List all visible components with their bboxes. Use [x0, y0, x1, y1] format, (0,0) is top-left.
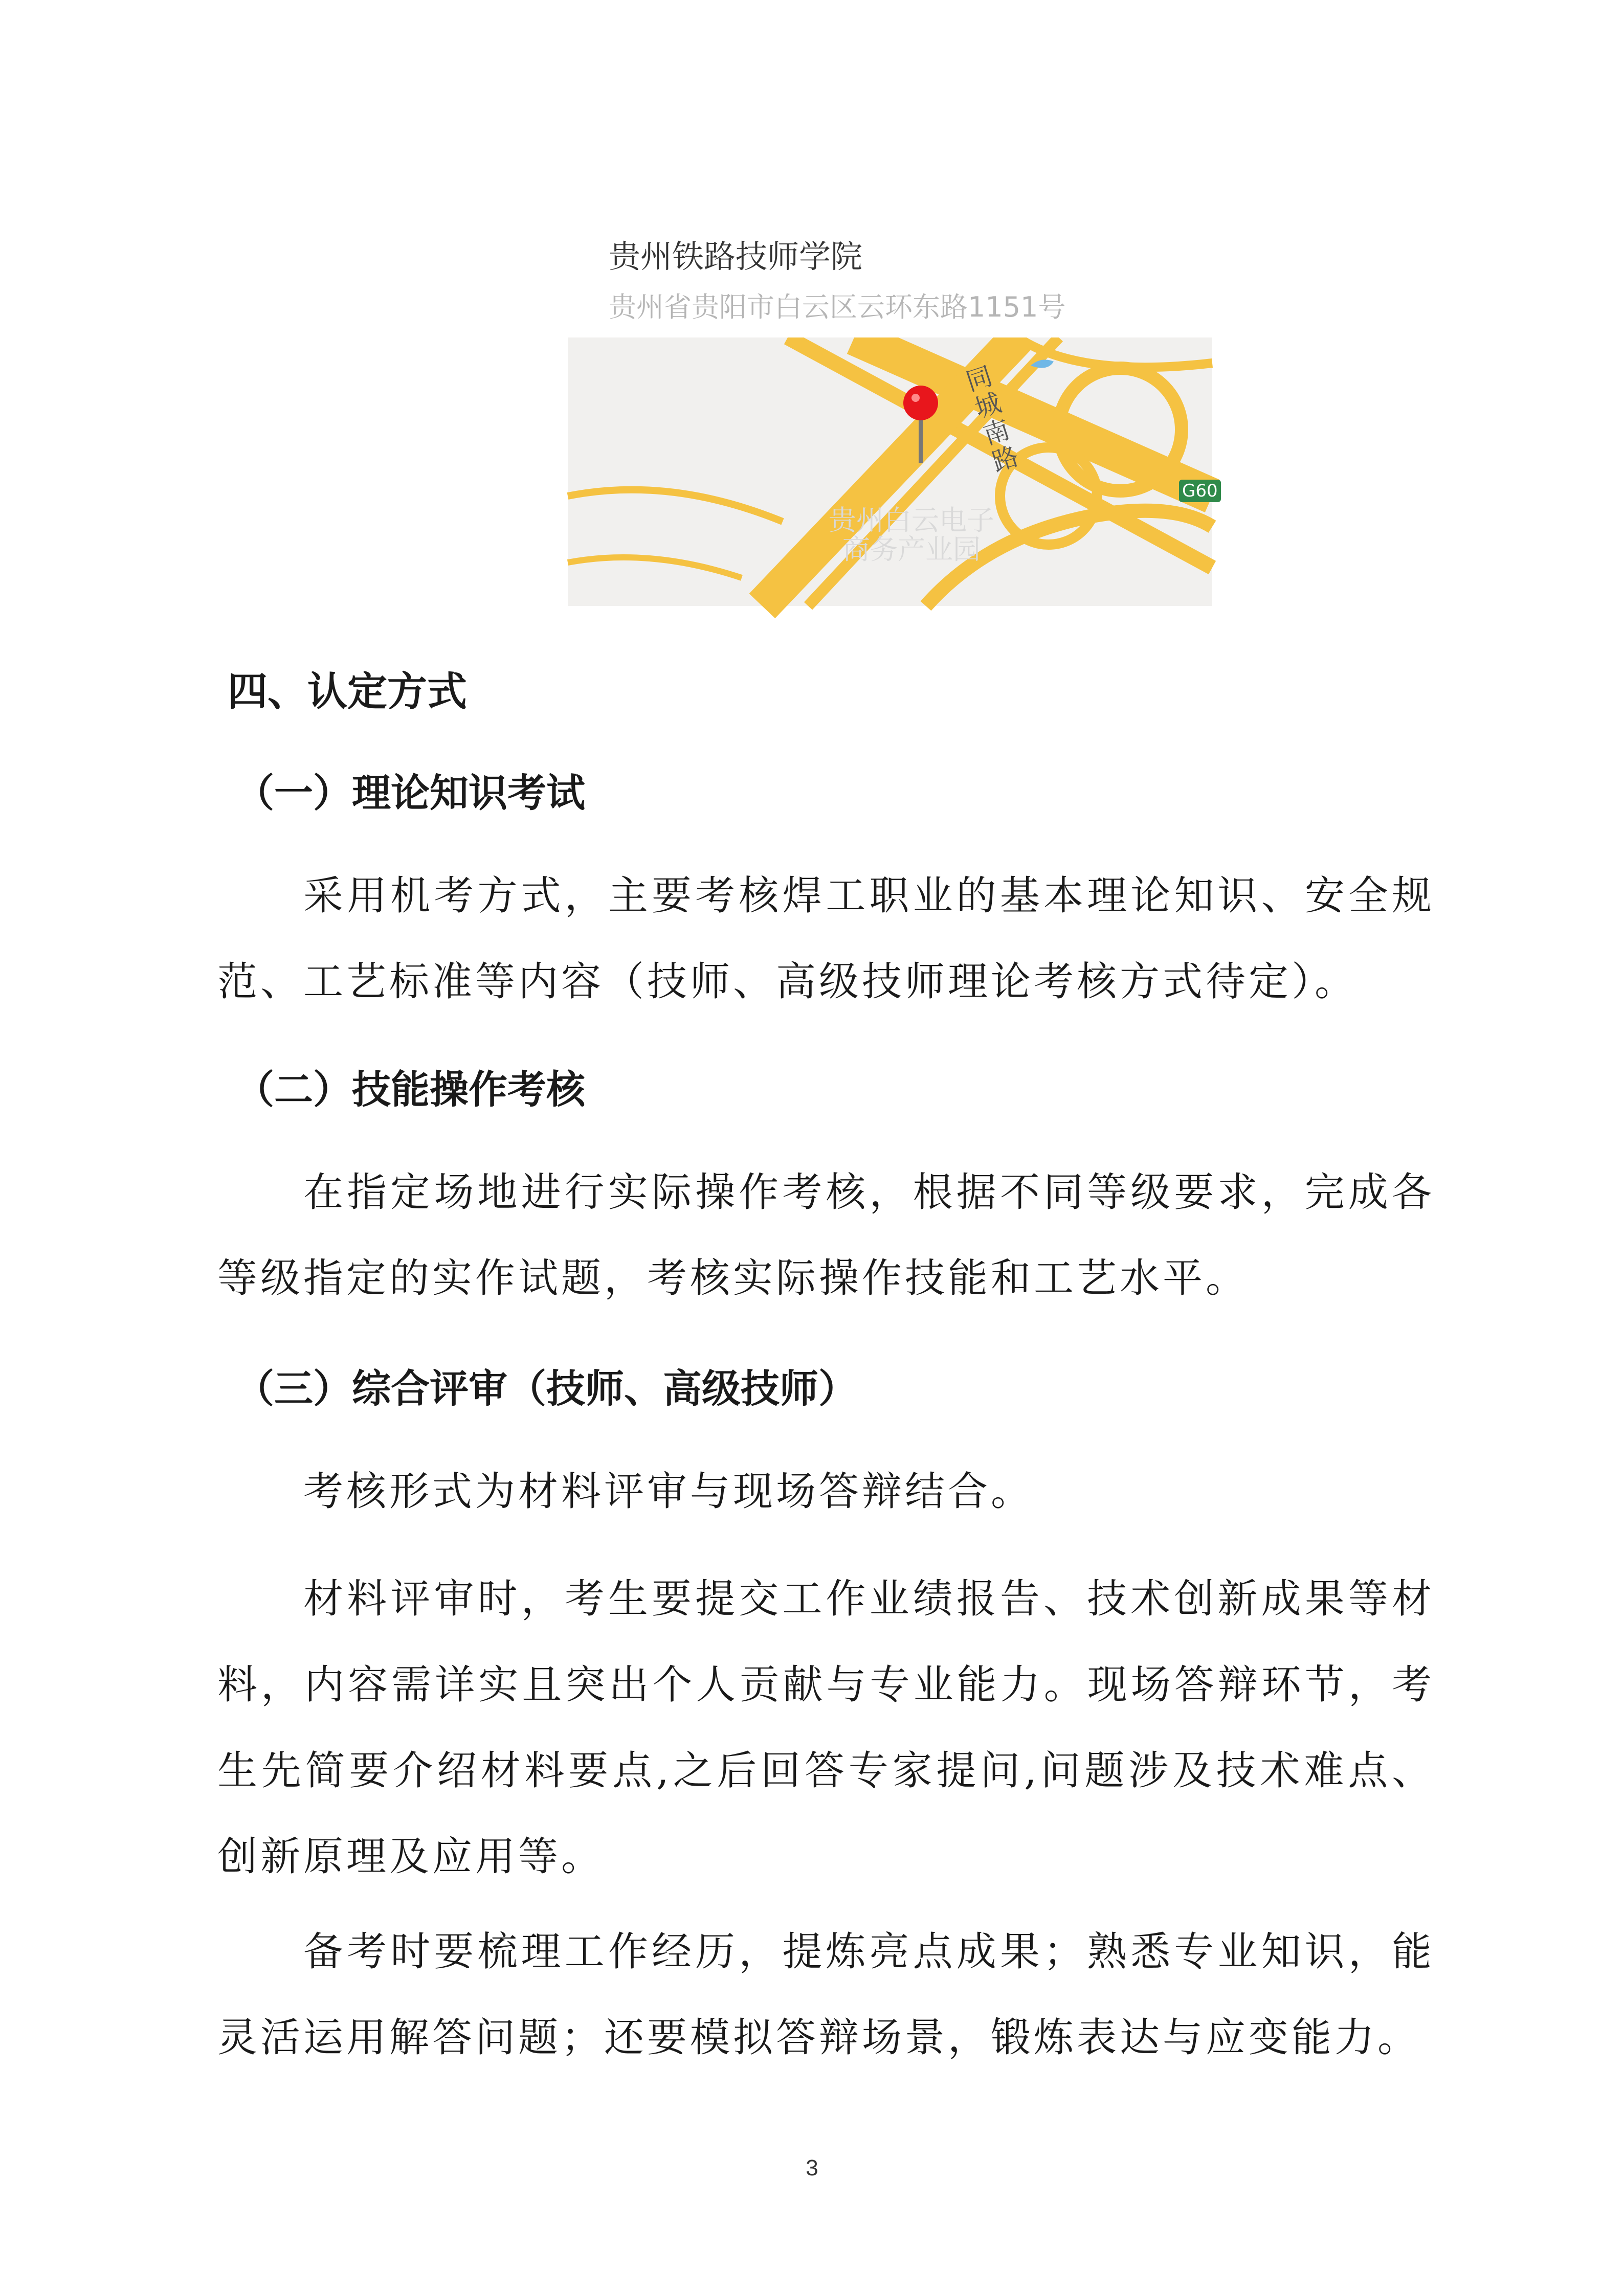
paragraph: 考核形式为材料评审与现场答辩结合。 [303, 1469, 1034, 1515]
map-place-name: 贵州铁路技师学院 [609, 238, 863, 275]
map-road-label: 同城南路 [962, 361, 1022, 478]
map-park-label-line1: 贵州白云电子 [829, 504, 994, 536]
map-info-card [568, 210, 1212, 337]
paragraph: 在指定场地进行实际操作考核，根据不同等级要求，完成各等级指定的实作试题，考核实际操作技能和工艺水平。 [217, 1169, 1435, 1301]
map-park-label [829, 506, 994, 564]
subsection-title-2: （二）技能操作考核 [235, 1067, 585, 1112]
subsection-title-3: （三）综合评审（技师、高级技师） [235, 1366, 857, 1411]
section-title: 四、认定方式 [228, 669, 468, 715]
page-number: 3 [806, 2155, 818, 2180]
paragraph: 采用机考方式，主要考核焊工职业的基本理论知识、安全规范、工艺标准等内容（技师、高级技师理论考核方式待定）。 [217, 873, 1435, 1005]
subsection-title-1: （一）理论知识考试 [235, 770, 585, 816]
map-place-address: 贵州省贵阳市白云区云环东路1151号 [609, 291, 1066, 323]
paragraph: 材料评审时，考生要提交工作业绩报告、技术创新成果等材料，内容需详实且突出个人贡献与专业能力。现场答辩环节，考生先简要介绍材料要点,之后回答专家提问,问题涉及技术难点、创新原理及应用等。 [217, 1576, 1435, 1880]
map-park-label-line2: 商务产业园 [842, 533, 981, 566]
map-image [568, 210, 1218, 606]
highway-shield: G60 [1179, 480, 1221, 502]
paragraph: 备考时要梳理工作经历，提炼亮点成果；熟悉专业知识，能灵活运用解答问题；还要模拟答辩场景，锻炼表达与应变能力。 [217, 1929, 1435, 2061]
